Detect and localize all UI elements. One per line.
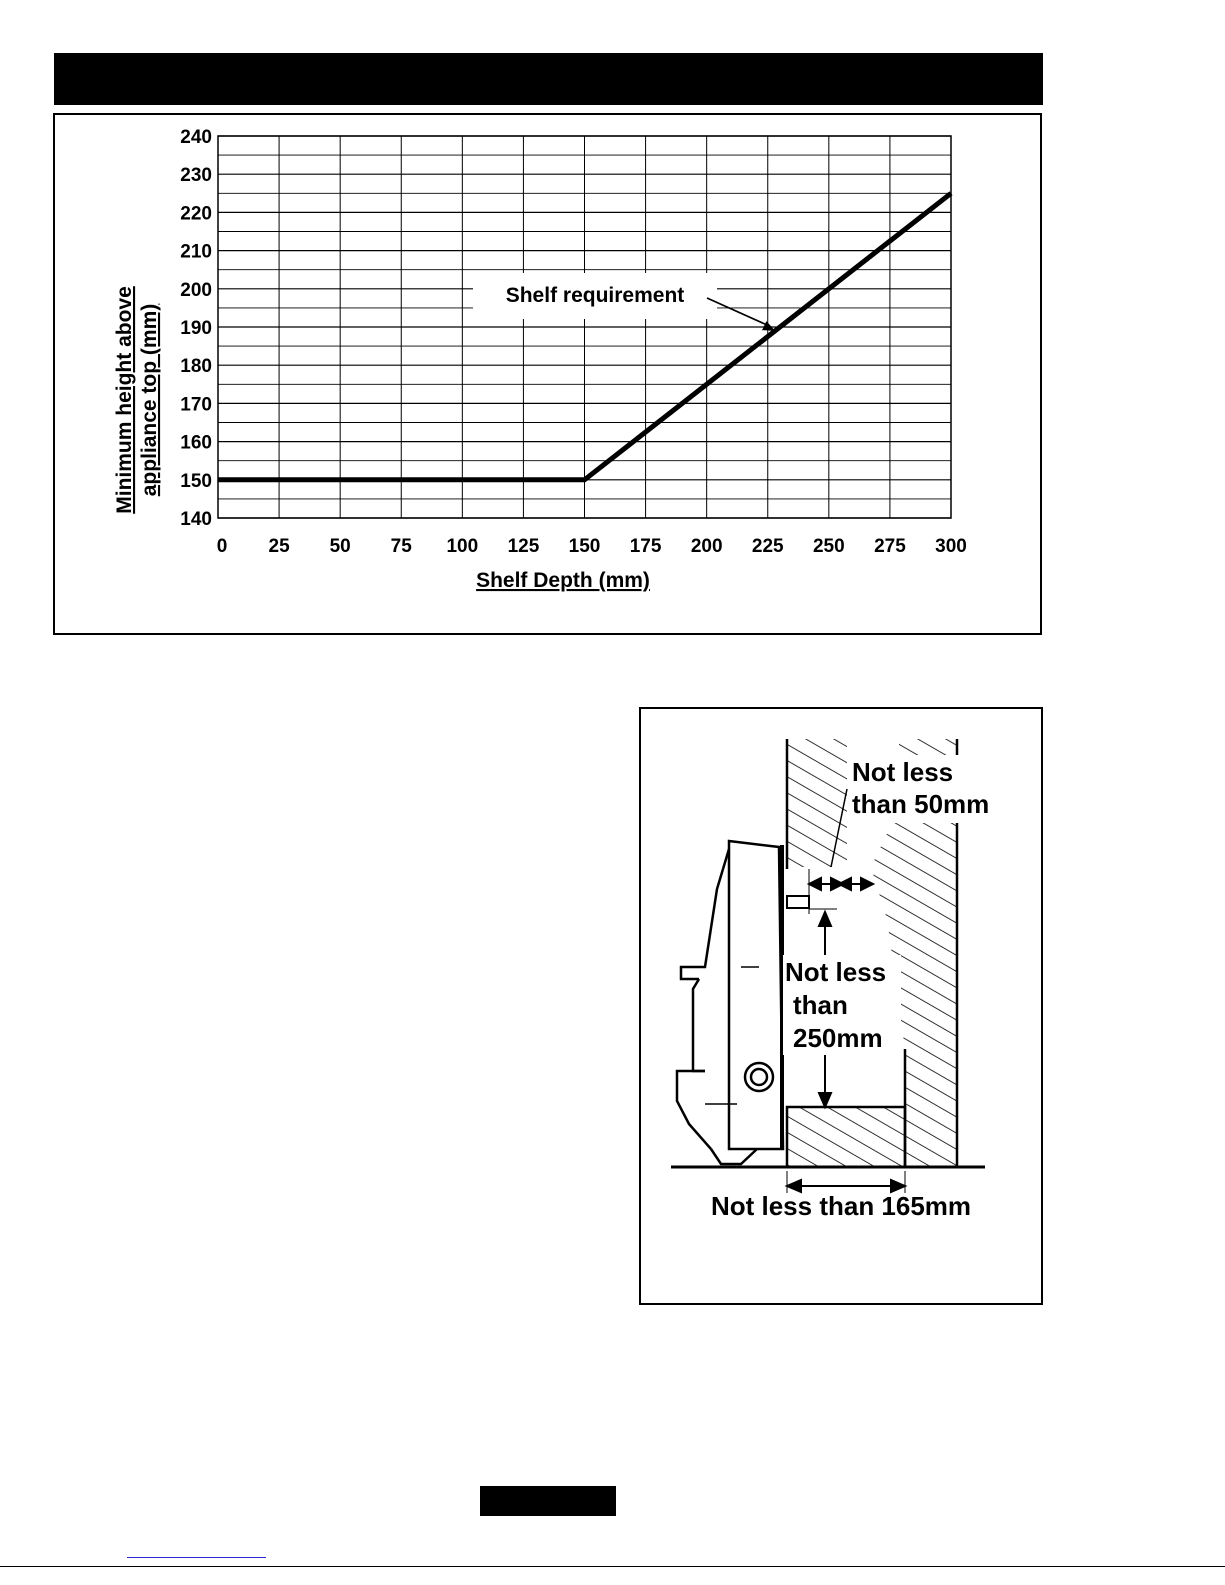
y-tick-label: 210 — [180, 241, 212, 263]
y-tick-label: 230 — [180, 165, 212, 187]
label-not-less-than-165mm: Not less than 165mm — [710, 1191, 972, 1221]
label-not-less-than-250mm-line-3: 250mm — [793, 1023, 883, 1053]
x-tick-label: 200 — [690, 536, 723, 557]
label-not-less-than-250mm-line-1: Not less — [785, 957, 887, 987]
annotation-label: Shelf requirement — [505, 284, 685, 307]
y-tick-label: 190 — [180, 318, 212, 339]
y-tick-label: 170 — [180, 394, 212, 416]
flue-pipe-icon — [787, 896, 809, 908]
y-axis-label-line-1: Minimum height above — [113, 286, 136, 514]
x-tick-label: 150 — [568, 536, 601, 557]
x-tick-label: 100 — [446, 536, 479, 557]
label-not-less-than-250mm-line-2: than — [793, 990, 848, 1020]
x-tick-label: 25 — [268, 536, 290, 557]
shelf-chart-panel — [53, 113, 1042, 635]
x-axis-label: Shelf Depth (mm) — [476, 569, 650, 592]
x-tick-label: 300 — [935, 536, 967, 557]
y-tick-label: 180 — [180, 356, 212, 378]
hearth-block — [787, 1107, 905, 1167]
y-tick-label: 150 — [180, 470, 212, 492]
y-tick-label: 140 — [180, 509, 212, 530]
section-header-bar — [54, 53, 1043, 105]
y-tick-label: 240 — [180, 127, 212, 148]
x-tick-label: 0 — [216, 536, 228, 557]
x-tick-label: 275 — [874, 536, 906, 557]
label-not-less-than-50mm-line-2: than 50mm — [852, 789, 990, 819]
y-axis-label-line-2: appliance top (mm) — [138, 303, 161, 497]
annotation-arrow-head — [762, 321, 775, 331]
x-tick-label: 50 — [329, 536, 351, 557]
clearance-diagram-panel — [639, 707, 1043, 1305]
footer-rule — [0, 1566, 1225, 1567]
x-tick-label: 175 — [629, 536, 662, 557]
dimension-50mm-arrow — [809, 869, 873, 914]
x-tick-label: 225 — [751, 536, 784, 557]
x-tick-label: 75 — [390, 536, 412, 557]
heater-appliance-icon — [677, 841, 783, 1164]
footer-link-underline[interactable] — [127, 1557, 266, 1558]
x-tick-label: 250 — [812, 536, 845, 557]
y-tick-label: 160 — [180, 432, 212, 454]
label-not-less-than-50mm-line-1: Not less — [852, 757, 954, 787]
shelf-requirement-chart — [55, 115, 1044, 637]
upper-wall-section — [787, 739, 847, 869]
y-tick-label: 220 — [180, 203, 212, 225]
x-tick-label: 125 — [507, 536, 540, 557]
page-number-tab — [480, 1486, 616, 1516]
dimension-165mm-arrow — [787, 1171, 905, 1193]
clearance-diagram — [641, 709, 1045, 1307]
y-tick-label: 200 — [180, 279, 212, 301]
